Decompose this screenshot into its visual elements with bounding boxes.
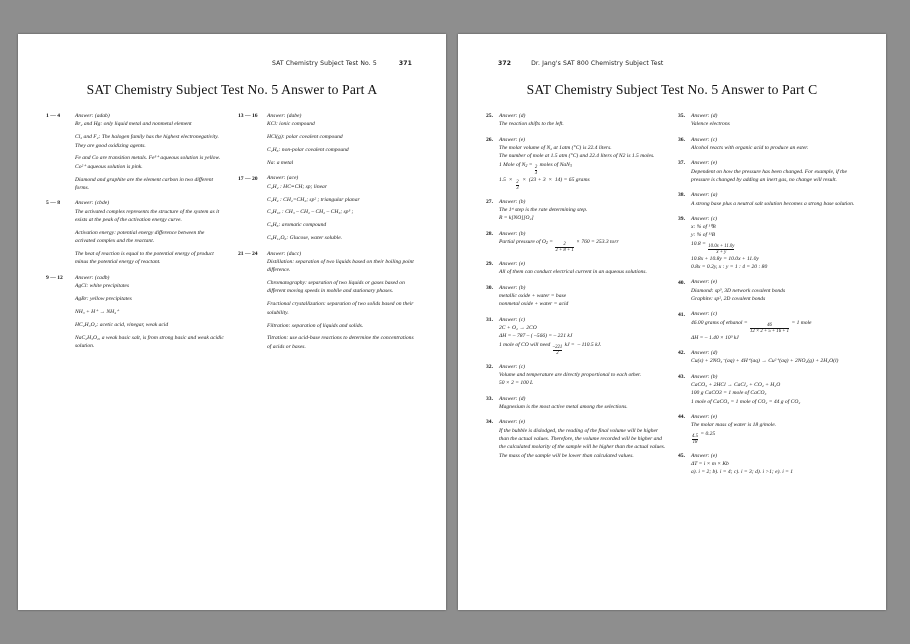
answer-body [499, 136, 666, 191]
answer-paragraph: metallic oxide + water = base [499, 293, 567, 300]
answer-body [267, 112, 418, 167]
answer-paragraph-formula: 1 Mole of $N_2$ = $\frac{2}{3}$ moles of NaN$_3$ [499, 161, 572, 176]
answer-paragraph: HCl(g): polar covalent compound [267, 134, 343, 141]
column-2 [678, 112, 858, 484]
answer-body [499, 284, 666, 309]
answer-paragraph: R = k[NO][O₂] [499, 215, 534, 222]
answer-body [499, 316, 666, 356]
answer-paragraph: 2C + O₂ → 2CO [499, 324, 537, 331]
answer-paragraph: Answer: (dabe) [267, 113, 302, 119]
page-number: 372 [498, 60, 512, 67]
answer-number: 43. [678, 373, 685, 380]
answer-paragraph: Br₂ and Hg: only liquid metal and nonmetal element [75, 121, 192, 128]
answer-paragraph: Fractional crystallization: separation of two solids based on their solubility. [267, 301, 414, 316]
answer-body [267, 250, 418, 352]
answer-paragraph: The reaction shifts to the left. [499, 121, 564, 128]
answer-paragraph: Magnesium is the most active metal among the selections. [499, 403, 628, 410]
answer-paragraph: Titration: use acid-base reactions to determine the concentrations of acids or bases. [267, 335, 414, 350]
answer-paragraph: Answer: (e) [691, 452, 718, 459]
answer-paragraph: Answer: (e) [499, 419, 526, 426]
answer-paragraph: Answer: (c) [691, 215, 718, 222]
answer-entry-41 [678, 310, 858, 342]
answer-body [691, 159, 858, 184]
answer-body [75, 112, 226, 192]
answer-entry-13-16 [238, 112, 418, 167]
answer-paragraph: Answer: (cbde) [75, 200, 110, 207]
answer-number: 28. [486, 230, 493, 237]
page-372 [458, 34, 886, 610]
answer-entry-30 [486, 284, 666, 309]
answer-paragraph: Activation energy: potential energy difference between the activated complex and the reactant. [75, 229, 205, 245]
answer-paragraph: Answer: (adab) [75, 113, 110, 119]
column-1 [46, 112, 226, 357]
answer-paragraph-formula: 10.8 = $\frac{10.0x + 11.0y}{x + y}$ [691, 240, 735, 255]
answer-number: 17 — 20 [238, 175, 258, 182]
page-title: SAT Chemistry Subject Test No. 5 Answer to Part A [86, 82, 378, 97]
answer-paragraph: Answer: (b) [499, 284, 526, 291]
answer-paragraph: Answer: (e) [691, 160, 718, 167]
answer-entry-44 [678, 413, 858, 445]
answer-paragraph: Graphite: sp², 2D covalent bonds [691, 296, 766, 303]
answer-paragraph: AgBr: yellow precipitates [75, 295, 132, 302]
answer-paragraph: Filtration: separation of liquids and solids. [267, 322, 364, 329]
answer-paragraph: 100 g CaCO3 = 1 mole of CaCO₃ [691, 390, 767, 397]
answer-paragraph: ΔT = i × m × Kb [691, 461, 729, 468]
answer-paragraph: HC₂H₃O₂: acetic acid, vinegar, weak acid [75, 321, 169, 328]
answer-number: 45. [678, 452, 685, 459]
answer-body [691, 112, 858, 129]
answer-paragraph: Answer: (d) [499, 395, 526, 402]
answer-body [691, 373, 858, 406]
answer-entry-38 [678, 191, 858, 208]
answer-number: 26. [486, 136, 493, 143]
answer-paragraph: 10.8x + 10.8y = 10.0x + 11.0y [691, 255, 759, 262]
answer-paragraph: C₂H₂ : HC≡CH; sp; linear [267, 183, 327, 190]
answer-entry-31 [486, 316, 666, 356]
answer-paragraph: y: % of ¹¹B [691, 232, 716, 239]
answer-paragraph: KCl: ionic compound [267, 121, 315, 128]
answer-paragraph: Answer: (e) [691, 414, 718, 420]
answer-body [499, 230, 666, 253]
answer-number: 44. [678, 414, 685, 421]
answer-body [499, 395, 666, 412]
answer-paragraph-formula: 1.5 × $\frac{2}{3}$ × (23 + 3 × 14) = 65 grams [499, 176, 590, 191]
answer-number: 30. [486, 284, 493, 291]
answer-body [691, 136, 858, 153]
answer-paragraph: C₂H₆: non-polar covalent compound [267, 147, 349, 154]
answer-number: 37. [678, 160, 685, 167]
answer-entry-35 [678, 112, 858, 129]
answer-body [499, 418, 666, 460]
answer-body [499, 260, 666, 277]
answer-paragraph: ΔH = – 787 – ( –566) = – 221 kJ [499, 333, 573, 340]
answer-entry-29 [486, 260, 666, 277]
answer-number: 39. [678, 216, 685, 222]
answer-paragraph: Cl₂ and F₂: The halogen family has the highest electronegativity. They are good oxidizing agents. [75, 134, 219, 149]
answer-number: 1 — 4 [46, 113, 60, 120]
answer-paragraph: Answer: (d) [499, 113, 526, 119]
page-title: SAT Chemistry Subject Test No. 5 Answer to Part C [526, 82, 818, 97]
answer-paragraph: The heat of reaction is equal to the potential energy of product minus the potential energy of reactant. [75, 251, 214, 266]
answer-body [691, 278, 858, 303]
answer-paragraph: CaCO₃ + 2HCl → CaCl₂ + CO₂ + H₂O [691, 382, 781, 389]
answer-number: 40. [678, 279, 685, 286]
answer-entry-43 [678, 373, 858, 406]
answer-entry-28 [486, 230, 666, 253]
answer-body [691, 413, 858, 445]
answer-body [499, 112, 666, 129]
answer-paragraph: Answer: (ducc) [267, 250, 302, 257]
answer-entry-34 [486, 418, 666, 460]
answer-number: 42. [678, 350, 685, 357]
answer-entry-36 [678, 136, 858, 153]
answer-paragraph: Alcohol reacts with organic acid to produce an ester. [691, 144, 809, 151]
answer-paragraph-formula: $\frac{4.5}{18}$ = 0.25 [692, 430, 716, 445]
answer-entry-26 [486, 136, 666, 191]
two-column-body [486, 112, 858, 484]
answer-paragraph: C₆H₁₂O₆: Glucose, water soluble. [267, 235, 343, 242]
answer-body [499, 363, 666, 388]
answer-entry-9-12 [46, 274, 226, 351]
answer-paragraph: ΔH = – 1.40 × 10³ kJ [691, 334, 739, 341]
answer-paragraph: The activated complex represents the structure of the system as it exists at the peak of the activation energy curve. [75, 208, 220, 223]
answer-body [75, 199, 226, 266]
running-head-right-page [486, 60, 858, 71]
answer-paragraph: All of them can conduct electrical current in an aqueous solutions. [499, 269, 647, 276]
answer-paragraph: C₆H₆: aromatic compound [267, 222, 327, 229]
book-spine-gutter [446, 34, 458, 610]
answer-entry-40 [678, 278, 858, 303]
answer-entry-42 [678, 349, 858, 366]
answer-paragraph: The molar mass of water is 18 g/mole. [691, 422, 777, 429]
answer-paragraph: Answer: (d) [691, 113, 718, 119]
answer-entry-45 [678, 452, 858, 477]
answer-paragraph: Volume and temperature are directly proportional to each other. [499, 372, 641, 378]
answer-paragraph: Fe and Co are transition metals. Fe³⁺ aqueous solution is yellow. Co²⁺ aqueous solution is pink. [75, 155, 221, 170]
answer-paragraph: C₄H₁₀ : CH₃ – CH₂ – CH₂ – CH₃; sp³ ; [267, 209, 354, 216]
answer-paragraph: Answer: (b) [499, 230, 526, 237]
answer-entry-32 [486, 363, 666, 388]
answer-paragraph: Diamond and graphite are the element carbon in two different forms. [75, 176, 214, 191]
column-2 [238, 112, 418, 358]
answer-paragraph: The molar volume of N₂ at 1atm (°C) is 22.4 liters. [499, 144, 612, 151]
answer-number: 5 — 8 [46, 200, 60, 207]
answer-number: 25. [486, 113, 493, 120]
answer-paragraph: NH₃ + H⁺ → NH₄⁺ [75, 308, 119, 315]
answer-number: 41. [678, 311, 685, 318]
answer-number: 35. [678, 113, 685, 120]
answer-paragraph-formula: 1 mole of CO will need $\frac{-221}{2}$ kJ = – 110.5 kJ. [499, 341, 602, 356]
answer-number: 21 — 24 [238, 250, 258, 257]
answer-paragraph: Answer: (cadb) [75, 274, 110, 281]
answer-number: 31. [486, 316, 493, 323]
answer-paragraph: AgCl: white precipitates [75, 282, 130, 289]
answer-number: 13 — 16 [238, 113, 258, 120]
answer-number: 27. [486, 198, 493, 205]
answer-number: 36. [678, 136, 685, 143]
answer-body [691, 310, 858, 342]
answer-paragraph: Answer: (b) [499, 198, 526, 205]
answer-entry-27 [486, 198, 666, 223]
answer-paragraph: Answer: (b) [691, 373, 718, 380]
answer-paragraph: x: % of ¹⁰B [691, 224, 716, 231]
answer-paragraph: Answer: (d) [691, 350, 718, 357]
answer-entry-5-8 [46, 199, 226, 266]
answer-paragraph: C₂H₄ : CH₂=CH₂; sp² ; triangular planar [267, 196, 360, 203]
answer-body [75, 274, 226, 351]
answer-paragraph: Answer: (e) [691, 279, 718, 286]
answer-paragraph: 1 mole of CaCO₃ = 1 mole of CO₂ = 44 g of CO₂ [691, 398, 801, 405]
answer-paragraph: NaC₂H₃O₂, a weak basic salt, is from strong basic and weak acidic solution. [75, 334, 224, 349]
answer-paragraph-formula: Partial pressure of $O_2$ = $\frac{2}{2 + 8 + 1}$ × 760 = 253.3 torr [499, 239, 619, 254]
answer-paragraph: Answer: (ace) [267, 175, 299, 182]
answer-paragraph: Answer: (c) [691, 311, 718, 318]
answer-paragraph: If the bubble is dislodged, the reading of the final volume will be higher than the actual values. Therefore, the volume recorded will be higher and the calculated molarity of the sample will be higher than the actual values. The mass of the sample will be lower than calculated values. [499, 427, 666, 459]
answer-paragraph: A strong base plus a neutral salt solution becomes a strong base solution. [691, 200, 855, 207]
answer-paragraph: Answer: (e) [499, 261, 526, 268]
answer-paragraph: Cu(s) + 2NO₃⁻(aq) + 4H⁺(aq) → Cu²⁺(aq) + 2NO₂(g) + 2H₂O(l) [691, 358, 839, 365]
two-column-body [46, 112, 418, 358]
answer-paragraph-formula: 46.00 grams of ethanol = $\frac{46}{12 \times 2 + 5 + 16 + 1}$ = 1 mole [691, 319, 812, 334]
answer-body [691, 452, 858, 477]
answer-number: 32. [486, 363, 493, 370]
answer-paragraph: Answer: (c) [691, 136, 718, 143]
page-number: 371 [398, 60, 412, 67]
answer-number: 29. [486, 261, 493, 268]
answer-paragraph: Na: a metal [267, 160, 294, 167]
answer-paragraph: Answer: (e) [499, 136, 526, 143]
answer-paragraph: Answer: (c) [499, 363, 526, 370]
answer-entry-1-4 [46, 112, 226, 192]
page-371 [18, 34, 446, 610]
answer-entry-17-20 [238, 174, 418, 242]
answer-paragraph: 0.8x = 0.2y, x : y = 1 : 4 = 20 : 80 [691, 264, 768, 271]
running-head-text: SAT Chemistry Subject Test No. 5 [271, 60, 377, 67]
answer-entry-39 [678, 215, 858, 272]
answer-body [691, 191, 858, 208]
answer-entry-25 [486, 112, 666, 129]
answer-paragraph: Answer: (c) [499, 316, 526, 323]
running-head-left-page [46, 60, 418, 71]
answer-number: 33. [486, 395, 493, 402]
answer-number: 34. [486, 419, 493, 426]
answer-body [691, 349, 858, 366]
answer-paragraph: a). i = 2; b). i = 4; c). i = 3; d). i >1; e). i = 1 [691, 469, 794, 476]
answer-paragraph: Answer: (a) [691, 192, 718, 199]
answer-paragraph: nonmetal oxide + water = acid [499, 301, 569, 308]
answer-paragraph: Diamond: sp³, 3D network covalent bonds [691, 287, 786, 294]
answer-number: 38. [678, 192, 685, 199]
answer-paragraph: 50 × 2 = 100 L [499, 380, 534, 387]
answer-entry-21-24 [238, 250, 418, 352]
answer-body [267, 174, 418, 242]
answer-paragraph: Chromatography: separation of two liquids or gases based on different moving speeds in mobile and stationary phases. [267, 280, 405, 295]
running-head-text: Dr. Jang's SAT 800 Chemistry Subject Test [531, 60, 664, 67]
answer-paragraph: Valence electrons [691, 121, 730, 128]
answer-body [499, 198, 666, 223]
answer-entry-33 [486, 395, 666, 412]
answer-paragraph: Distillation: separation of two liquids based on their boiling point difference. [267, 258, 414, 274]
answer-paragraph: The 1ˢᵗ step is the rate determining step. [499, 207, 588, 214]
column-1 [486, 112, 666, 467]
answer-number: 9 — 12 [46, 274, 63, 281]
answer-paragraph: The number of mole at 1.5 atm (°C) and 22.4 liters of N2 is 1.5 moles. [499, 153, 655, 160]
answer-paragraph: Dependent on how the pressure has been changed. For example, if the pressure is changed by adding an inert gas, no change will result. [691, 168, 847, 183]
answer-entry-37 [678, 159, 858, 184]
answer-body [691, 215, 858, 272]
